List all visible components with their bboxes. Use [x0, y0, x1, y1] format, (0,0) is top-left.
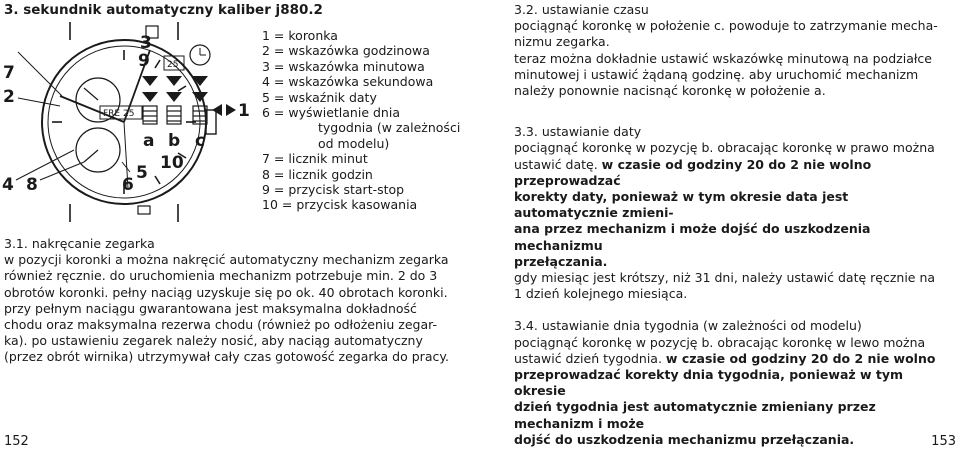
warning-line: przeprowadzać korekty dnia tygodnia, ponieważ w tym okresie: [514, 367, 904, 399]
legend-item: 2 = wskazówka godzinowa: [262, 43, 430, 59]
page-number-left: 152: [4, 434, 29, 449]
legend-item: 3 = wskazówka minutowa: [262, 58, 425, 74]
text-line: pociągnąć koronkę w pozycję b. obracając koronkę w prawo można: [514, 140, 935, 156]
callout-7: 7: [3, 63, 15, 83]
legend-item: 7 = licznik minut: [262, 151, 368, 167]
watch-diagram: [0, 22, 262, 222]
page-number-right: 153: [931, 434, 956, 449]
left-page: [0, 0, 461, 462]
legend-item: 6 = wyświetlanie dnia: [262, 105, 400, 121]
winding-heading: 3.1. nakręcanie zegarka: [4, 236, 155, 251]
section-title: 3. sekundnik automatyczny kaliber j880.2: [4, 2, 323, 18]
text-line: przy pełnym naciągu gwarantowana jest maksymalna dokładność: [4, 300, 417, 316]
legend-item: tygodnia (w zależności: [318, 120, 461, 136]
warning-line: przełączania.: [514, 253, 608, 269]
date-window-text: 25: [167, 60, 179, 70]
text-normal: ustawić datę.: [514, 156, 602, 172]
warning-text: w czasie od godziny 20 do 2 nie wolno: [665, 350, 936, 366]
settings-column: [514, 2, 956, 448]
callout-8: 8: [26, 175, 38, 195]
callout-6: 6: [122, 175, 134, 195]
day-date-window-text: FRE 25: [103, 109, 135, 119]
callout-b: b: [168, 131, 181, 151]
time-setting-heading: 3.2. ustawianie czasu: [514, 2, 649, 17]
warning-line: dzień tygodnia jest automatycznie zmieniany przez mechanizm i może: [514, 399, 876, 431]
text-line: również ręcznie. do uruchomienia mechanizm potrzebuje min. 2 do 3: [4, 268, 438, 284]
text-line: teraz można dokładnie ustawić wskazówkę minutową na podziałce: [514, 50, 932, 66]
right-page: [514, 0, 960, 462]
legend-item: 10 = przycisk kasowania: [262, 197, 418, 213]
text-line: pociągnąć koronkę w pozycję b. obracając koronkę w lewo można: [514, 334, 926, 350]
date-setting-section: [514, 124, 956, 302]
text-line: gdy miesiąc jest krótszy, niż 31 dni, należy ustawić datę ręcznie na: [514, 270, 936, 286]
text-line: [514, 351, 956, 367]
legend-item: 8 = licznik godzin: [262, 166, 373, 182]
date-setting-heading: 3.3. ustawianie daty: [514, 124, 642, 140]
text-line: (przez obrót wirnika) utrzymywał cały czas gotowość zegarka do pracy.: [4, 349, 449, 365]
callout-1: 1: [238, 101, 250, 121]
warning-text: w czasie od godziny 20 do 2 nie wolno przeprowadzać: [514, 156, 872, 188]
legend-item: 1 = koronka: [262, 28, 338, 43]
text-line: pociągnąć koronkę w położenie c. powodujе to zatrzymanie mecha-: [514, 18, 938, 34]
weekday-setting-section: [514, 318, 956, 448]
text-normal: ustawić dzień tygodnia.: [514, 350, 666, 366]
text-line: nizmu zegarka.: [514, 34, 610, 50]
warning-line: dojść do uszkodzenia mechanizmu przełączania.: [514, 431, 855, 447]
text-line: minutowej i ustawić żądaną godzinę. aby uruchomić mechanizm: [514, 66, 919, 82]
callout-2: 2: [3, 87, 15, 107]
weekday-setting-heading: 3.4. ustawianie dnia tygodnia (w zależności od modelu): [514, 318, 862, 334]
warning-line: korekty daty, ponieważ w tym okresie data jest automatycznie zmieni-: [514, 189, 849, 221]
callout-10: 10: [160, 153, 184, 173]
reset-button: [138, 206, 150, 214]
callout-5: 5: [136, 163, 148, 183]
warning-line: ana przez mechanizm i może dojść do uszkodzenia mechanizmu: [514, 221, 871, 253]
callout-c: c: [195, 131, 206, 151]
text-line: [514, 157, 956, 189]
winding-section: [4, 236, 450, 366]
text-line: ka). po ustawieniu zegarek należy nosić, aby naciąg automatyczny: [4, 333, 423, 349]
legend-item: 9 = przycisk start-stop: [262, 182, 405, 198]
callout-4: 4: [2, 175, 14, 195]
legend-item: 4 = wskazówka sekundowa: [262, 74, 434, 90]
callout-9: 9: [138, 51, 150, 71]
text-line: 1 dzień kolejnego miesiąca.: [514, 286, 688, 302]
time-setting-section: [514, 2, 956, 99]
legend-item: od modelu): [318, 135, 390, 151]
legend-list: [262, 28, 460, 213]
legend-item: 5 = wskaźnik daty: [262, 89, 377, 105]
callout-a: a: [143, 131, 155, 151]
callout-3: 3: [140, 33, 152, 53]
text-line: w pozycji koronki a można nakręcić automatyczny mechanizm zegarka: [4, 252, 449, 268]
text-line: obrotów koronki. pełny naciąg uzyskuje się po ok. 40 obrotach koronki.: [4, 284, 448, 300]
text-line: należy ponownie nacisnąć koronkę w położenie a.: [514, 83, 826, 99]
text-line: chodu oraz maksymalna rezerwa chodu (również po odłożeniu zegar-: [4, 317, 437, 333]
